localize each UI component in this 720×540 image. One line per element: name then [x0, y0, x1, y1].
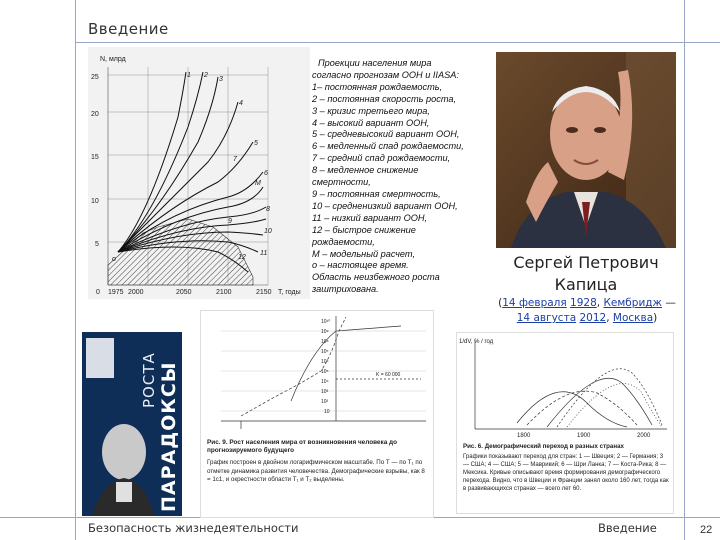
- footer-section-title: Введение: [598, 521, 657, 535]
- fig6-xtick-1800: 1800: [517, 433, 531, 439]
- fig9-ytick: 10²: [321, 399, 329, 405]
- frame-line-left: [75, 0, 76, 540]
- fig9-ytick: 10⁹: [321, 329, 329, 335]
- frame-line-right: [684, 0, 685, 540]
- page-number: 22: [700, 524, 713, 536]
- curve-label-6: 6: [264, 170, 268, 177]
- legend-line: 11 – низкий вариант ООН,: [312, 212, 428, 223]
- dates-close: ): [653, 312, 658, 324]
- legend-line: 7 – средний спад рождаемости,: [312, 153, 451, 164]
- population-chart-svg: [88, 47, 310, 299]
- fig9-ytick: 10⁷: [321, 349, 329, 355]
- legend-line: 5 – средневысокий вариант ООН,: [312, 129, 460, 140]
- fig9-ytick: 10⁶: [321, 359, 329, 365]
- chart-legend-text: [312, 58, 488, 296]
- fig9-ytick: 10⁴: [321, 379, 329, 385]
- death-place-link[interactable]: Москва: [612, 312, 654, 324]
- x-tick-2150: 2150: [256, 289, 272, 296]
- population-projection-chart: [88, 47, 310, 299]
- fig9-caption-title: Рис. 9. Рост населения мира от возникновения человека до прогнозируемого будущего: [207, 439, 397, 454]
- fig6-xtick-1900: 1900: [577, 433, 591, 439]
- y-tick-25: 25: [91, 74, 99, 81]
- fig6-caption-body: Графики показывают переход для стран: 1 — Швеция; 2 — Германия; 3 — США; 4 — США; 5 — Маврикий; 6 — Шри Ланка; 7 — Коста-Рика; 8 — Мексика. Кривые описывают время формирования демографического перехода. Видно, что в Швеции и Франции занял около 160 лет, тогда как в развивающихся странах — всего лет 60.: [463, 454, 669, 492]
- y-axis-label: N, млрд: [100, 56, 126, 63]
- y-tick-10: 10: [91, 198, 99, 205]
- y-tick-20: 20: [91, 111, 99, 118]
- legend-line: 3 – кризис третьего мира,: [312, 105, 430, 116]
- fig6-y-label: 1/dV, % / год: [459, 339, 494, 345]
- person-name: [496, 252, 676, 296]
- legend-line: М – модельный расчет,: [312, 248, 416, 259]
- death-year-link[interactable]: 2012: [579, 312, 607, 324]
- x-tick-2100: 2100: [216, 289, 232, 296]
- curve-label-5: 5: [254, 140, 258, 147]
- figure-9: [200, 310, 434, 518]
- dates-open: (: [498, 297, 503, 309]
- curve-label-1: 1: [187, 72, 191, 79]
- fig9-caption-body: График построен в двойном логарифмическом масштабе. По Т — по Т₁ по отметке динамика развития человечества. Демографические взрывы, как 8 = 1с1, и окрестности области Т₁ и Т₂ выделены.: [207, 459, 425, 484]
- legend-line: Область неизбежного роста: [312, 272, 440, 283]
- x-axis-label: Т, годы: [278, 289, 301, 296]
- legend-line: согласно прогнозам ООН и IIASA:: [312, 69, 459, 80]
- dates-dash: —: [665, 297, 676, 309]
- curve-label-3: 3: [219, 76, 223, 83]
- fig6-xtick-2000: 2000: [637, 433, 651, 439]
- book-title-top: РОСТА: [140, 352, 158, 408]
- legend-line: заштрихована.: [312, 284, 379, 295]
- curve-label-10: 10: [264, 228, 272, 235]
- slide-title: Введение: [88, 20, 169, 38]
- legend-line: рождаемости,: [312, 236, 375, 247]
- footer-course-title: Безопасность жизнедеятельности: [88, 521, 299, 535]
- curve-label-2: 2: [204, 72, 208, 79]
- x-tick-1975: 1975: [108, 289, 124, 296]
- curve-label-o: о: [112, 256, 116, 263]
- fig6-caption-title: Рис. 6. Демографический переход в разных странах: [463, 443, 624, 450]
- book-title-main: ПАРАДОКСЫ: [158, 361, 180, 512]
- fig9-ytick: 10⁵: [321, 369, 329, 375]
- legend-line: 2 – постоянная скорость роста,: [312, 93, 457, 104]
- legend-line: смертности,: [312, 177, 371, 188]
- hatched-growth-area: [108, 219, 253, 285]
- birth-year-link[interactable]: 1928: [570, 297, 597, 309]
- birth-day-link[interactable]: 14 февраля: [502, 297, 567, 309]
- legend-line: 10 – средненизкий вариант ООН,: [312, 200, 458, 211]
- fig9-annotation: K = 60 000: [376, 372, 401, 378]
- death-day-link[interactable]: 14 августа: [516, 312, 577, 324]
- fig9-ytick: 10³: [321, 389, 329, 395]
- figure-6: [456, 332, 674, 514]
- legend-line: 1– постоянная рождаемость,: [312, 81, 443, 92]
- person-name-line2: Капица: [554, 275, 618, 294]
- frame-line-top: [75, 42, 720, 43]
- y-tick-15: 15: [91, 154, 99, 161]
- person-name-line1: Сергей Петрович: [513, 253, 659, 272]
- curve-label-12: 12: [238, 254, 246, 261]
- legend-line: 4 – высокий вариант ООН,: [312, 117, 430, 128]
- curve-label-11: 11: [260, 250, 268, 257]
- fig9-ytick: 10¹⁰: [321, 319, 331, 325]
- fig9-ytick: 10⁸: [321, 339, 329, 345]
- curve-label-7: 7: [233, 156, 237, 163]
- x-tick-2050: 2050: [176, 289, 192, 296]
- fig9-ytick: 10: [324, 409, 330, 415]
- birth-place-link[interactable]: Кембридж: [603, 297, 662, 309]
- x-tick-2000: 2000: [128, 289, 144, 296]
- legend-line: 12 – быстрое снижение: [312, 224, 416, 235]
- y-tick-5: 5: [95, 241, 99, 248]
- legend-line: Проекции населения мира: [318, 58, 432, 68]
- legend-line: о – настоящее время.: [312, 260, 409, 271]
- curve-label-4: 4: [239, 100, 243, 107]
- legend-line: 6 – медленный спад рождаемости,: [312, 141, 464, 152]
- curve-label-m: М: [255, 180, 261, 187]
- legend-line: 9 – постоянная смертность,: [312, 188, 441, 199]
- x-tick-0: 0: [96, 289, 100, 296]
- legend-line: 8 – медленное снижение: [312, 165, 419, 176]
- book-cover: [82, 332, 182, 516]
- person-dates: (14 февраля 1928, Кембридж — 14 августа 2012, Москва): [498, 297, 676, 324]
- curve-label-8: 8: [266, 206, 270, 213]
- figure-9-graph: [201, 311, 433, 441]
- curve-label-9: 9: [228, 218, 232, 225]
- portrait-photo: [496, 52, 676, 248]
- figure-6-graph: [457, 333, 673, 443]
